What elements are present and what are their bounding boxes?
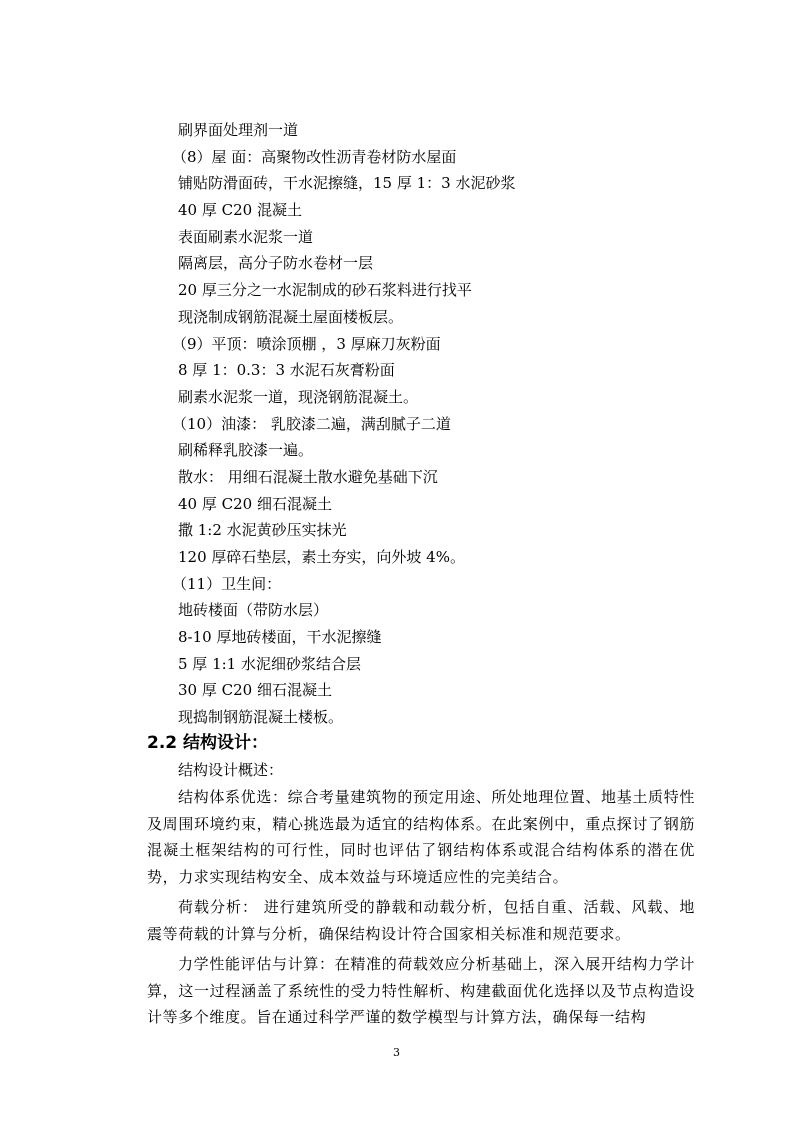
spec-line: 刷素水泥浆一道，现浇钢筋混凝土。 [178,387,419,406]
spec-line: 20 厚三分之一水泥制成的砂石浆料进行找平 [178,281,472,300]
spec-line: 现浇制成钢筋混凝土屋面楼板层。 [178,307,404,326]
section-body [147,757,695,1035]
spec-line: （10）油漆： 乳胶漆二遍，满刮腻子二道 [172,414,451,433]
spec-line: 120 厚碎石垫层，素土夯实，向外坡 4%。 [178,548,465,566]
spec-line: 地砖楼面（带防水层） [178,601,329,620]
spec-line: 隔离层，高分子防水卷材一层 [178,254,374,273]
spec-line: 现捣制钢筋混凝土楼板。 [178,708,344,727]
spec-line: 30 厚 C20 细石混凝土 [178,681,332,700]
spec-line: 散水： 用细石混凝土散水避免基础下沉 [178,467,438,486]
construction-spec-list [172,117,718,731]
spec-line: 40 厚 C20 混凝土 [178,201,302,220]
spec-line: 表面刷素水泥浆一道 [178,227,314,246]
spec-line: 8-10 厚地砖楼面，干水泥擦缝 [178,628,382,647]
spec-line: （8）屋 面：高聚物改性沥青卷材防水屋面 [172,147,457,166]
paragraph-structure-system: 结构体系优选：综合考量建筑物的预定用途、所处地理位置、地基土质特性及周围环境约束，精心挑选最为适宜的结构体系。在此案例中，重点探讨了钢筋混凝土框架结构的可行性，同时也评估了钢结构体系或混合结构体系的潜在优势，力求实现结构安全、成本效益与环境适应性的完美结合。 [147,788,695,886]
spec-line: 40 厚 C20 细石混凝土 [178,494,332,513]
spec-line: 5 厚 1:1 水泥细砂浆结合层 [178,654,361,673]
spec-line: （11）卫生间： [172,574,282,593]
paragraph-mechanics-calculation: 力学性能评估与计算：在精准的荷载效应分析基础上，深入展开结构力学计算，这一过程涵盖了系统性的受力特性解析、构建截面优化选择以及节点构造设计等多个维度。旨在通过科学严谨的数学模型与计算方法，确保每一结构 [147,955,695,1026]
spec-line: 刷界面处理剂一道 [178,121,299,139]
page-number: 3 [393,1046,400,1059]
spec-line: （9）平顶：喷涂顶棚 ，3 厚麻刀灰粉面 [172,334,441,353]
spec-line: 铺贴防滑面砖，干水泥擦缝，15 厚 1：3 水泥砂浆 [178,174,516,193]
spec-line: 8 厚 1：0.3：3 水泥石灰膏粉面 [178,361,395,380]
spec-line: 撒 1:2 水泥黄砂压实抹光 [178,521,347,540]
section-subheading: 结构设计概述： [178,761,284,779]
spec-line: 刷稀释乳胶漆一遍。 [178,441,314,460]
paragraph-load-analysis: 荷载分析： 进行建筑所受的静载和动载分析，包括自重、活载、风载、地震等荷载的计算与分析，确保结构设计符合国家相关标准和规范要求。 [147,898,695,943]
section-heading: 2.2 结构设计： [147,733,269,753]
